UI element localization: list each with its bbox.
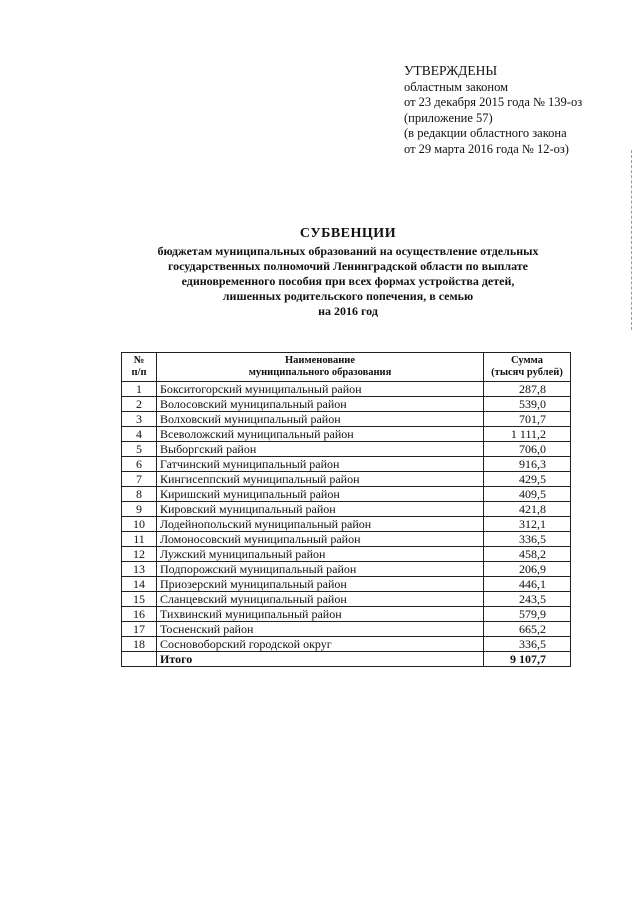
row-name: Лодейнопольский муниципальный район [157, 517, 484, 532]
row-sum: 206,9 [484, 562, 571, 577]
row-num: 16 [122, 607, 157, 622]
document-title [100, 226, 596, 319]
row-sum: 243,5 [484, 592, 571, 607]
row-num: 12 [122, 547, 157, 562]
approval-block [404, 63, 624, 157]
title-line: бюджетам муниципальных образований на осуществление отдельных [157, 244, 539, 258]
table-row [122, 457, 571, 472]
row-name: Ломоносовский муниципальный район [157, 532, 484, 547]
row-num: 9 [122, 502, 157, 517]
title-main: СУБВЕНЦИИ [299, 226, 397, 241]
row-name: Приозерский муниципальный район [157, 577, 484, 592]
table-row [122, 397, 571, 412]
table-row [122, 592, 571, 607]
row-num: 3 [122, 412, 157, 427]
table-body [122, 382, 571, 652]
row-name: Всеволожский муниципальный район [157, 427, 484, 442]
row-sum: 336,5 [484, 532, 571, 547]
row-sum: 706,0 [484, 442, 571, 457]
row-num: 11 [122, 532, 157, 547]
approval-line: (приложение 57) [404, 110, 493, 125]
row-sum: 458,2 [484, 547, 571, 562]
table-row [122, 607, 571, 622]
table-row [122, 547, 571, 562]
table-row [122, 517, 571, 532]
table-row [122, 382, 571, 397]
row-name: Кировский муниципальный район [157, 502, 484, 517]
row-sum: 539,0 [484, 397, 571, 412]
row-sum: 1 111,2 [484, 427, 571, 442]
row-num: 7 [122, 472, 157, 487]
row-name: Волховский муниципальный район [157, 412, 484, 427]
row-sum: 409,5 [484, 487, 571, 502]
title-line: на 2016 год [318, 304, 378, 318]
title-line: единовременного пособия при всех формах устройства детей, [181, 274, 515, 288]
total-label: Итого [157, 652, 484, 667]
row-sum: 701,7 [484, 412, 571, 427]
approval-line: (в редакции областного закона [404, 126, 567, 140]
header-num: № п/п [122, 353, 157, 382]
row-sum: 446,1 [484, 577, 571, 592]
row-name: Киришский муниципальный район [157, 487, 484, 502]
table-row [122, 577, 571, 592]
row-num: 17 [122, 622, 157, 637]
table-header-row [122, 353, 571, 382]
row-name: Кингисеппский муниципальный район [157, 472, 484, 487]
table-row [122, 637, 571, 652]
row-name: Бокситогорский муниципальный район [157, 382, 484, 397]
row-sum: 916,3 [484, 457, 571, 472]
row-name: Сосновоборский городской округ [157, 637, 484, 652]
approval-line: от 29 марта 2016 года № 12-оз) [404, 141, 569, 156]
row-num: 1 [122, 382, 157, 397]
approval-line: от 23 декабря 2015 года № 139-оз [404, 95, 583, 109]
row-num: 14 [122, 577, 157, 592]
row-num: 5 [122, 442, 157, 457]
row-num: 13 [122, 562, 157, 577]
approval-line: областным законом [404, 79, 509, 94]
row-num: 8 [122, 487, 157, 502]
row-name: Сланцевский муниципальный район [157, 592, 484, 607]
table-row [122, 532, 571, 547]
row-name: Тосненский район [157, 622, 484, 637]
title-line: лишенных родительского попечения, в семью [222, 289, 474, 303]
row-num: 2 [122, 397, 157, 412]
row-num: 4 [122, 427, 157, 442]
title-line: государственных полномочий Ленинградской области по выплате [167, 259, 528, 273]
table-row [122, 622, 571, 637]
row-name: Выборгский район [157, 442, 484, 457]
header-name: Наименование муниципального образования [157, 353, 484, 382]
header-sum: Сумма (тысяч рублей) [484, 353, 571, 382]
row-sum: 312,1 [484, 517, 571, 532]
row-name: Волосовский муниципальный район [157, 397, 484, 412]
row-name: Тихвинский муниципальный район [157, 607, 484, 622]
table-row [122, 442, 571, 457]
table-row [122, 502, 571, 517]
row-num: 6 [122, 457, 157, 472]
row-sum: 336,5 [484, 637, 571, 652]
subventions-table [121, 352, 571, 667]
row-num: 18 [122, 637, 157, 652]
row-name: Подпорожский муниципальный район [157, 562, 484, 577]
approval-heading: УТВЕРЖДЕНЫ [404, 63, 498, 78]
row-name: Гатчинский муниципальный район [157, 457, 484, 472]
total-num-cell [122, 652, 157, 667]
table-row [122, 562, 571, 577]
table-row [122, 472, 571, 487]
row-num: 15 [122, 592, 157, 607]
scan-edge-mark [631, 150, 634, 330]
row-sum: 665,2 [484, 622, 571, 637]
row-name: Лужский муниципальный район [157, 547, 484, 562]
row-sum: 287,8 [484, 382, 571, 397]
row-num: 10 [122, 517, 157, 532]
total-sum: 9 107,7 [484, 652, 571, 667]
row-sum: 421,8 [484, 502, 571, 517]
row-sum: 429,5 [484, 472, 571, 487]
row-sum: 579,9 [484, 607, 571, 622]
table-total-row [122, 652, 571, 667]
table-row [122, 487, 571, 502]
table-row [122, 427, 571, 442]
table-row [122, 412, 571, 427]
